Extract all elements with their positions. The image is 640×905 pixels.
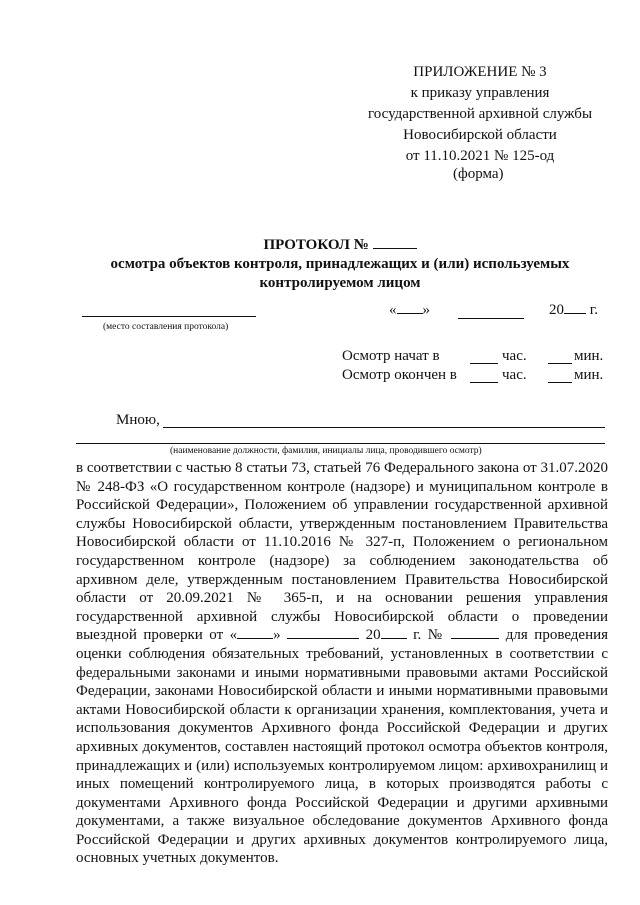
date-month-blank bbox=[458, 318, 524, 319]
appendix-header bbox=[362, 62, 598, 167]
me-label: Мною, bbox=[116, 412, 160, 428]
end-minute-unit: мин. bbox=[574, 367, 604, 383]
decision-day-blank bbox=[237, 626, 273, 639]
start-hour-unit: час. bbox=[502, 348, 527, 364]
start-minute-blank bbox=[548, 363, 572, 364]
start-minute-unit: мин. bbox=[574, 348, 604, 364]
end-hour-blank bbox=[470, 382, 498, 383]
protocol-subtitle-line1: осмотра объектов контроля, принадлежащих и (или) используемых bbox=[110, 256, 570, 272]
official-caption: (наименование должности, фамилия, инициалы лица, проводившего осмотр) bbox=[170, 446, 482, 456]
appendix-order-ref: к приказу управления bbox=[410, 85, 550, 101]
decision-month-blank bbox=[287, 626, 359, 639]
inspection-end-label: Осмотр окончен в bbox=[342, 367, 457, 383]
appendix-number: ПРИЛОЖЕНИЕ № 3 bbox=[413, 64, 547, 80]
date-day-field: « » bbox=[389, 302, 430, 318]
place-caption: (место составления протокола) bbox=[103, 322, 229, 332]
start-hour-blank bbox=[470, 363, 498, 364]
protocol-heading: ПРОТОКОЛ № bbox=[263, 237, 369, 253]
protocol-number-blank bbox=[373, 248, 417, 249]
decision-year-blank bbox=[381, 626, 407, 639]
date-year-field: 20 г. bbox=[549, 302, 598, 318]
appendix-order-date: от 11.10.2021 № 125-од bbox=[405, 148, 555, 164]
form-label: (форма) bbox=[453, 166, 504, 182]
place-blank bbox=[82, 316, 256, 317]
official-blank-line2 bbox=[76, 443, 605, 444]
decision-number-blank bbox=[451, 626, 499, 639]
appendix-region: Новосибирской области bbox=[403, 127, 557, 143]
official-blank-line1 bbox=[163, 427, 605, 428]
end-hour-unit: час. bbox=[502, 367, 527, 383]
protocol-body: в соответствии с частью 8 статьи 73, статьей 76 Федерального закона от 31.07.2020 № 248-ФЗ «О государственном контроле (надзоре) и муниципальном контроле в Российской Федерации», Положением об управлении государственной архивной службы Новосибирской области, утвержденным постановлением Правительства Новосибирской области от 11.10.2016 № 327-п, Положением о региональном государственном контроле (надзоре) за соблюдением законодательства об архивном деле, утвержденным постановлением Правительства Новосибирской области от 20.09.2021 № 365-п, и на основании решения управления государственной архивной службы Новосибирской области о проведении выездной проверки от « » 20 г. № для проведения оценки соблюдения обязательных требований, установленных в соответствии с федеральными законами и иными нормативными правовыми актами Российской Федерации, законами Новосибирской области и иными нормативными правовыми актами Новосибирской области к организации хранения, комплектования, учета и использования документов Архивного фонда Российской Федерации и других архивных документов, составлен настоящий протокол осмотра объектов контроля, принадлежащих и (или) используемых контролируемом лицом: архивохранилищ и иных помещений контролируемого лица, в которых производятся работы с документами Архивного фонда Российской Федерации и другими архивными документами, а также визуальное обследование документов Архивного фонда Российской Федерации и других архивных документов контролируемого лица, основных учетных документов. bbox=[76, 460, 609, 867]
inspection-start-label: Осмотр начат в bbox=[342, 348, 440, 364]
protocol-subtitle-line2: контролируемом лицом bbox=[259, 275, 421, 291]
protocol-title bbox=[70, 236, 610, 293]
end-minute-blank bbox=[548, 382, 572, 383]
appendix-agency: государственной архивной службы bbox=[367, 106, 593, 122]
